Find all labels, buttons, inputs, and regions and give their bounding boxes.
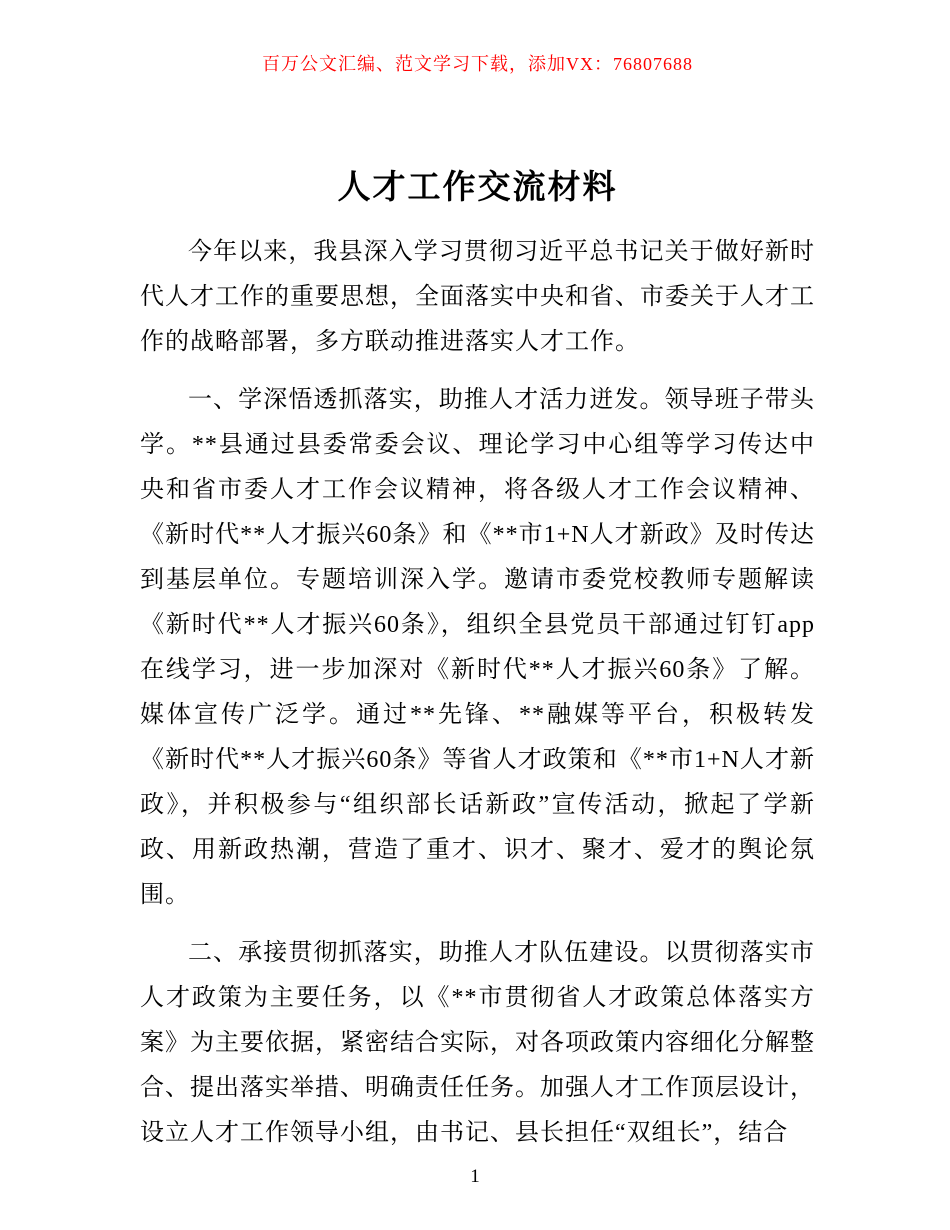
paragraph-section-1: 一、学深悟透抓落实，助推人才活力迸发。领导班子带头学。**县通过县委常委会议、理论学习中心组等学习传达中央和省市委人才工作会议精神，将各级人才工作会议精神、《新时代**人才振兴60条》和《**市1+N人才新政》及时传达到基层单位。专题培训深入学。邀请市委党校教师专题解读《新时代**人才振兴60条》，组织全县党员干部通过钉钉app在线学习，进一步加深对《新时代**人才振兴60条》了解。媒体宣传广泛学。通过**先锋、**融媒等平台，积极转发《新时代**人才振兴60条》等省人才政策和《**市1+N人才新政》，并积极参与“组织部长话新政”宣传活动，掀起了学新政、用新政热潮，营造了重才、识才、聚才、爱才的舆论氛围。: [140, 387, 815, 908]
document-title: 人才工作交流材料: [337, 170, 618, 206]
page-number: 1: [470, 1166, 480, 1187]
header-notice: 百万公文汇编、范文学习下载，添加VX：76807688: [262, 54, 693, 74]
paragraph-intro: 今年以来，我县深入学习贯彻习近平总书记关于做好新时代人才工作的重要思想，全面落实中央和省、市委关于人才工作的战略部署，多方联动推进落实人才工作。: [140, 239, 815, 355]
paragraph-section-2: 二、承接贯彻抓落实，助推人才队伍建设。以贯彻落实市人才政策为主要任务，以《**市贯彻省人才政策总体落实方案》为主要依据，紧密结合实际，对各项政策内容细化分解整合、提出落实举措、明确责任任务。加强人才工作顶层设计，设立人才工作领导小组，由书记、县长担任“双组长”，结合: [140, 940, 815, 1146]
